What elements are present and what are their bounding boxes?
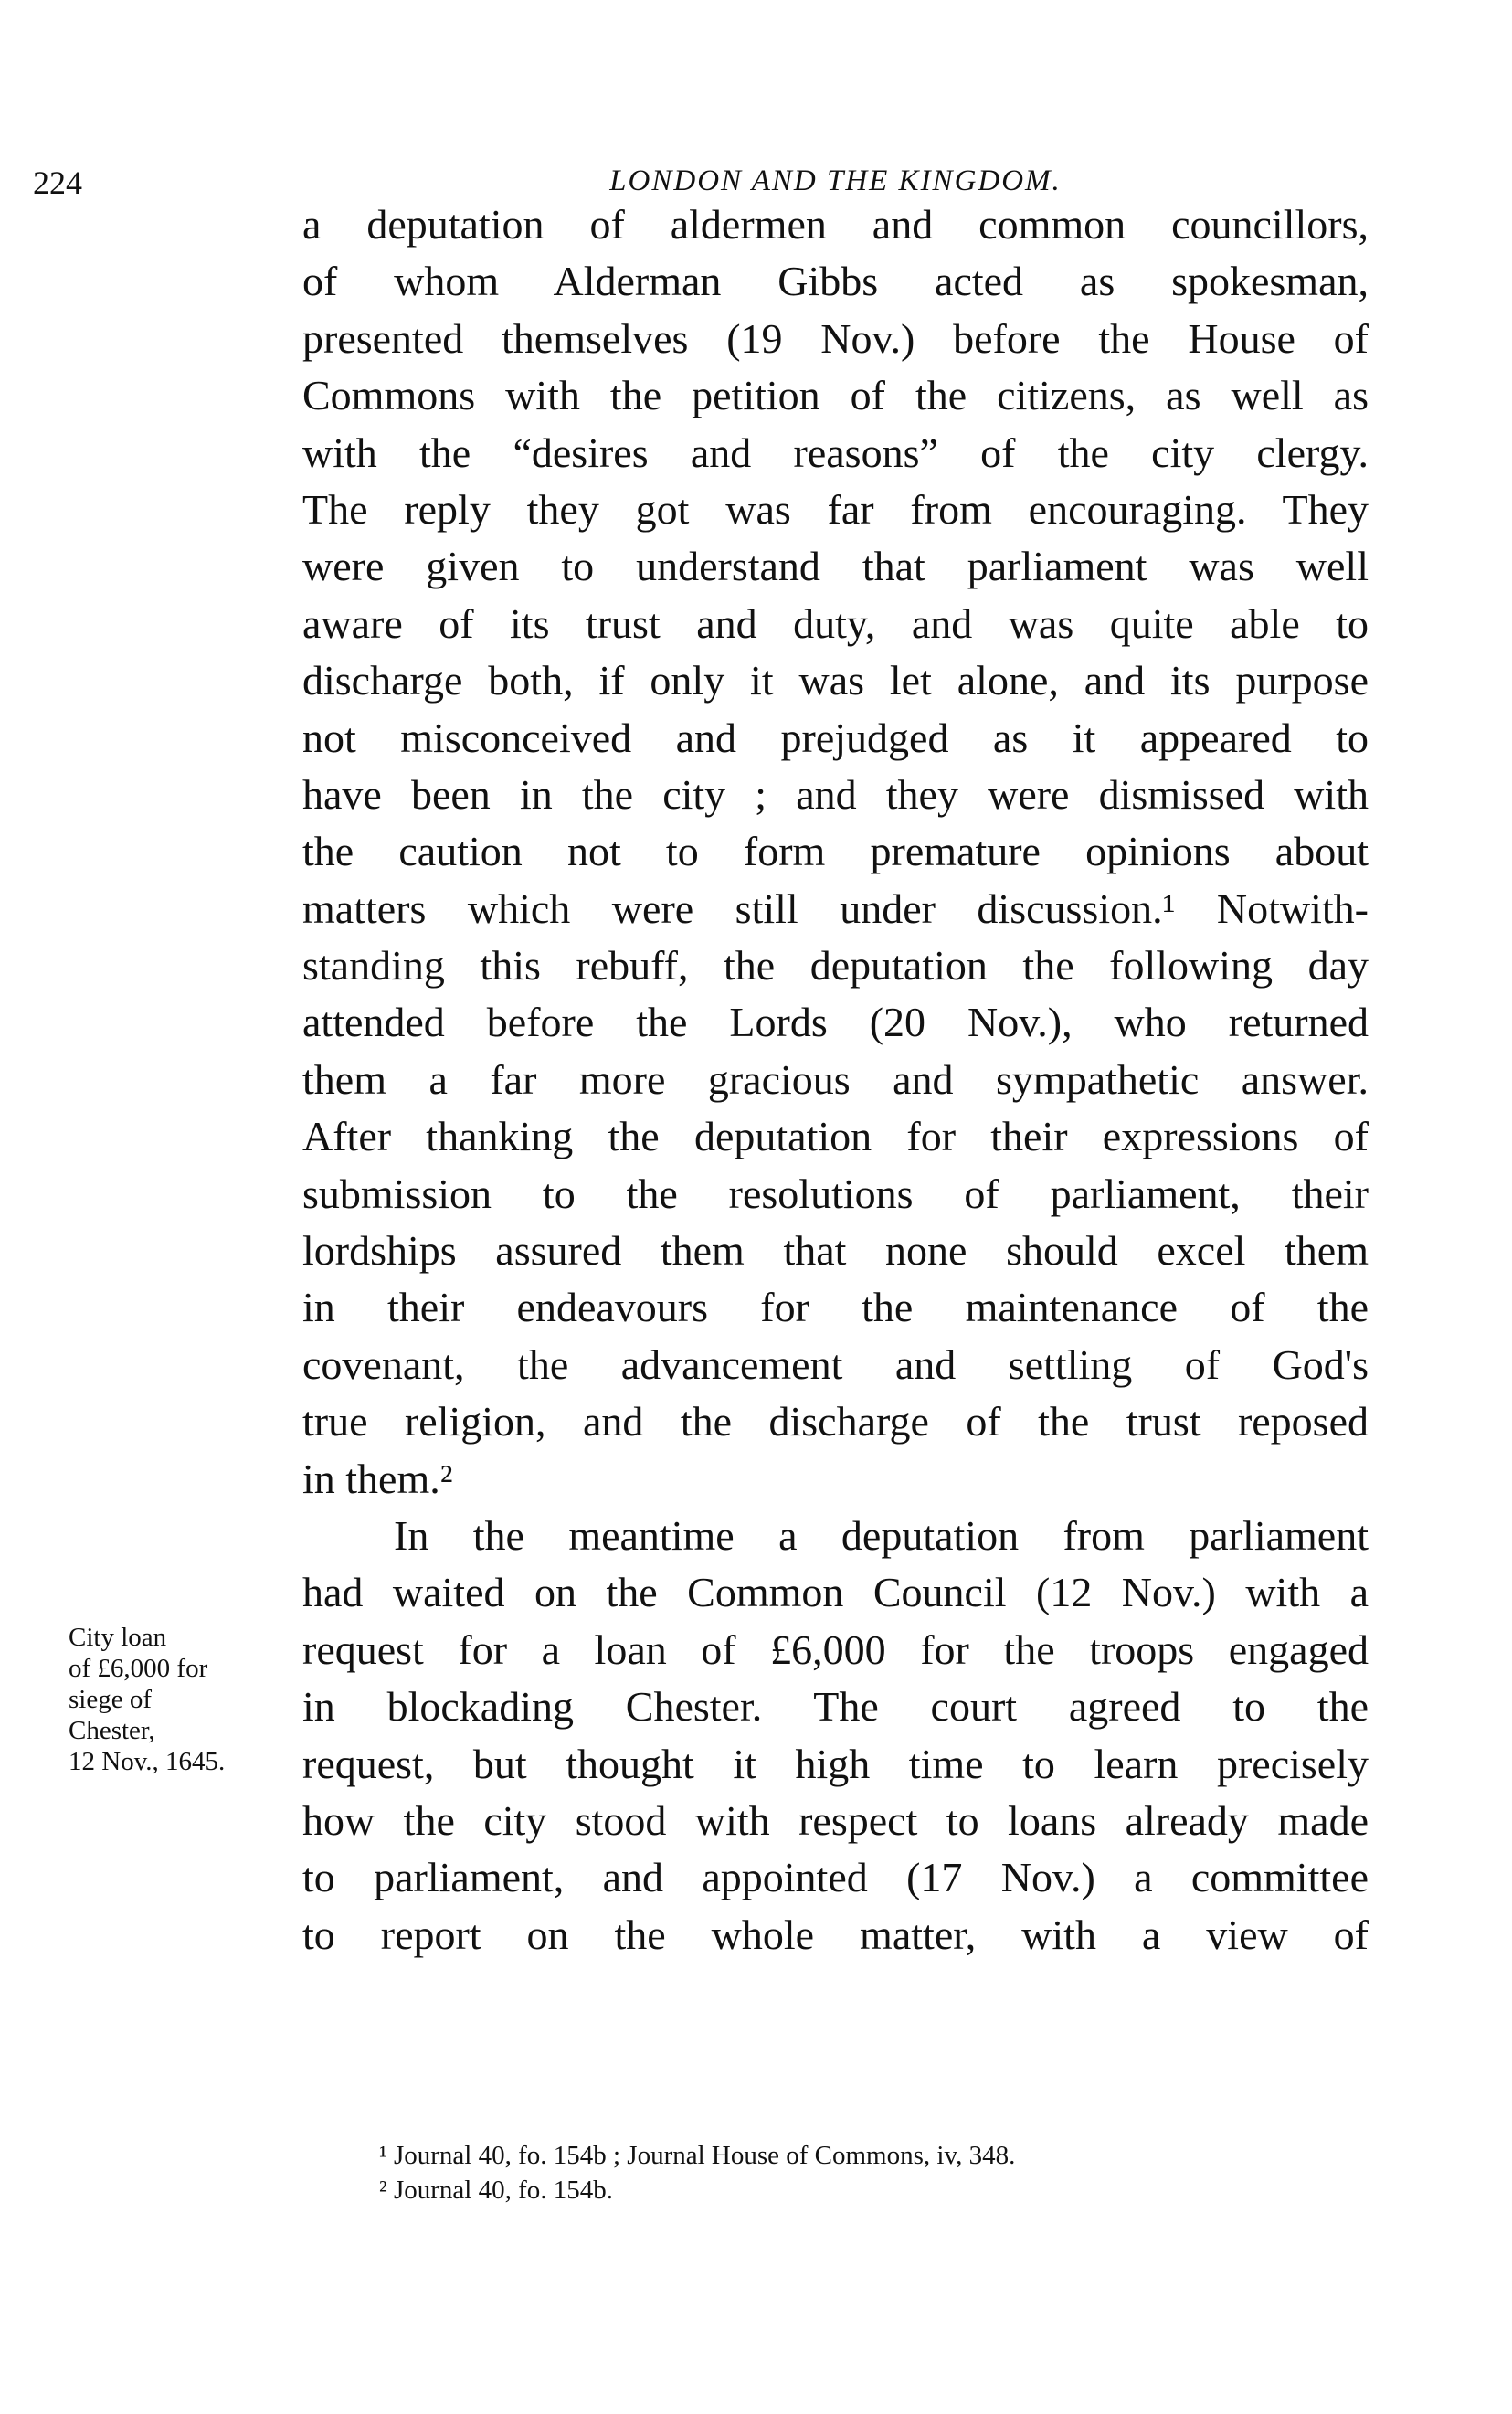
margin-note-line: Chester, [69,1716,155,1745]
text-line: in their endeavours for the maintenance of the [302,1284,1369,1331]
margin-note-line: City loan [69,1623,167,1652]
text-line: how the city stood with respect to loans already made [302,1796,1369,1844]
text-line: submission to the resolutions of parliament, their [302,1170,1369,1217]
text-line: have been in the city ; and they were dismissed with [302,770,1369,818]
footnotes [379,2138,1015,2208]
main-text [302,196,1369,1964]
text-line: not misconceived and prejudged as it appeared to [302,714,1369,761]
text-line: had waited on the Common Council (12 Nov.) with a [302,1569,1369,1616]
text-line: to report on the whole matter, with a view of [302,1911,1369,1958]
text-line: discharge both, if only it was let alone, and its purpose [302,657,1369,704]
margin-note-line: siege of [69,1685,152,1714]
text-line: attended before the Lords (20 Nov.), who returned [302,999,1369,1046]
text-line: presented themselves (19 Nov.) before the House of [302,314,1369,362]
text-line: The reply they got was far from encouraging. They [302,485,1369,533]
text-line: to parliament, and appointed (17 Nov.) a committee [302,1854,1369,1901]
text-line: After thanking the deputation for their expressions of [302,1113,1369,1160]
text-line: aware of its trust and duty, and was quite able to [302,599,1369,647]
text-line: of whom Alderman Gibbs acted as spokesman, [302,258,1369,305]
running-header: LONDON AND THE KINGDOM. [609,164,1062,197]
text-line: standing this rebuff, the deputation the following day [302,942,1369,990]
text-line: with the “desires and reasons” of the city clergy. [302,429,1369,476]
footnote: ¹ Journal 40, fo. 154b ; Journal House of Commons, iv, 348. [379,2141,1016,2170]
text-line: matters which were still under discussion.¹ Notwith- [302,884,1369,932]
margin-note-line: of £6,000 for [69,1654,208,1683]
text-line: a deputation of aldermen and common councillors, [302,201,1369,248]
text-line: lordships assured them that none should excel them [302,1227,1369,1275]
text-line: the caution not to form premature opinions about [302,828,1369,875]
text-line: were given to understand that parliament was well [302,543,1369,590]
text-line: them a far more gracious and sympathetic answer. [302,1055,1369,1103]
text-line: request for a loan of £6,000 for the troops engaged [302,1625,1369,1673]
margin-note-line: 12 Nov., 1645. [69,1747,226,1776]
footnote: ² Journal 40, fo. 154b. [379,2176,613,2205]
text-line: Commons with the petition of the citizens, as well as [302,372,1369,419]
text-line: request, but thought it high time to learn precisely [302,1740,1369,1787]
text-line: covenant, the advancement and settling of God's [302,1340,1369,1388]
text-line: in them.² [302,1455,453,1502]
page-number: 224 [33,164,82,201]
text-line: in blockading Chester. The court agreed to the [302,1683,1369,1731]
text-line: In the meantime a deputation from parliament [394,1511,1369,1559]
margin-note [69,1622,225,1777]
text-line: true religion, and the discharge of the trust reposed [302,1398,1369,1445]
